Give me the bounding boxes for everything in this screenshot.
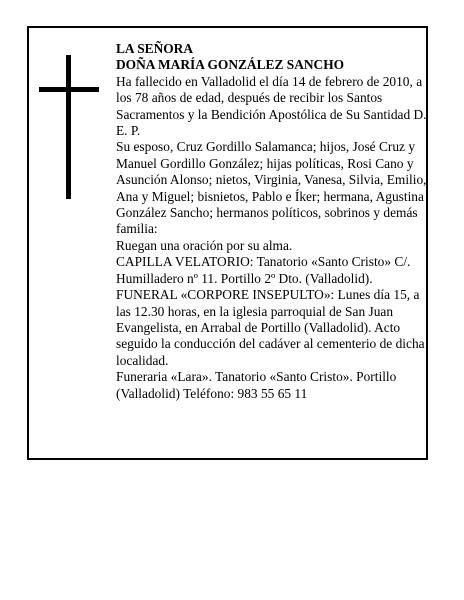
wake-chapel-info: CAPILLA VELATORIO: Tanatorio «Santo Cristo» C/. Humilladero nº 11. Portillo 2º Dto. (Valladolid). xyxy=(116,254,411,286)
cross-horizontal-bar xyxy=(39,87,99,92)
death-announcement: Ha fallecido en Valladolid el día 14 de febrero de 2010, a los 78 años de edad, después de recibir los Santos Sacramentos y la Bendición Apostólica de Su Santidad D. E. P. xyxy=(116,73,427,139)
family-list: Su esposo, Cruz Gordillo Salamanca; hijos, José Cruz y Manuel Gordillo González; hijas políticas, Rosi Cano y Asunción Alonso; nietos, Virginia, Vanesa, Silvia, Emilio, Ana y Miguel; bisnietos, Pablo e Íker; hermana, Agustina González Sancho; hermanos políticos, sobrinos y demás familia: xyxy=(116,139,427,237)
obituary-notice xyxy=(27,26,428,460)
funeral-info: FUNERAL «CORPORE INSEPULTO»: Lunes día 15, a las 12.30 horas, en la iglesia parroquial de San Juan Evangelista, en Arrabal de Portillo (Valladolid). Acto seguido la conducción del cadáver al cementerio de dicha localidad. xyxy=(116,287,425,368)
cross-icon xyxy=(39,55,99,199)
cross-vertical-bar xyxy=(66,55,71,199)
prayer-request: Ruegan una oración por su alma. xyxy=(116,237,293,253)
obituary-content xyxy=(116,41,428,402)
deceased-name: DOÑA MARÍA GONZÁLEZ SANCHO xyxy=(116,57,345,73)
funeral-home-info: Funeraria «Lara». Tanatorio «Santo Cristo». Portillo (Valladolid) Teléfono: 983 55 65 11 xyxy=(116,369,397,401)
title-line-1: LA SEÑORA xyxy=(116,41,194,56)
